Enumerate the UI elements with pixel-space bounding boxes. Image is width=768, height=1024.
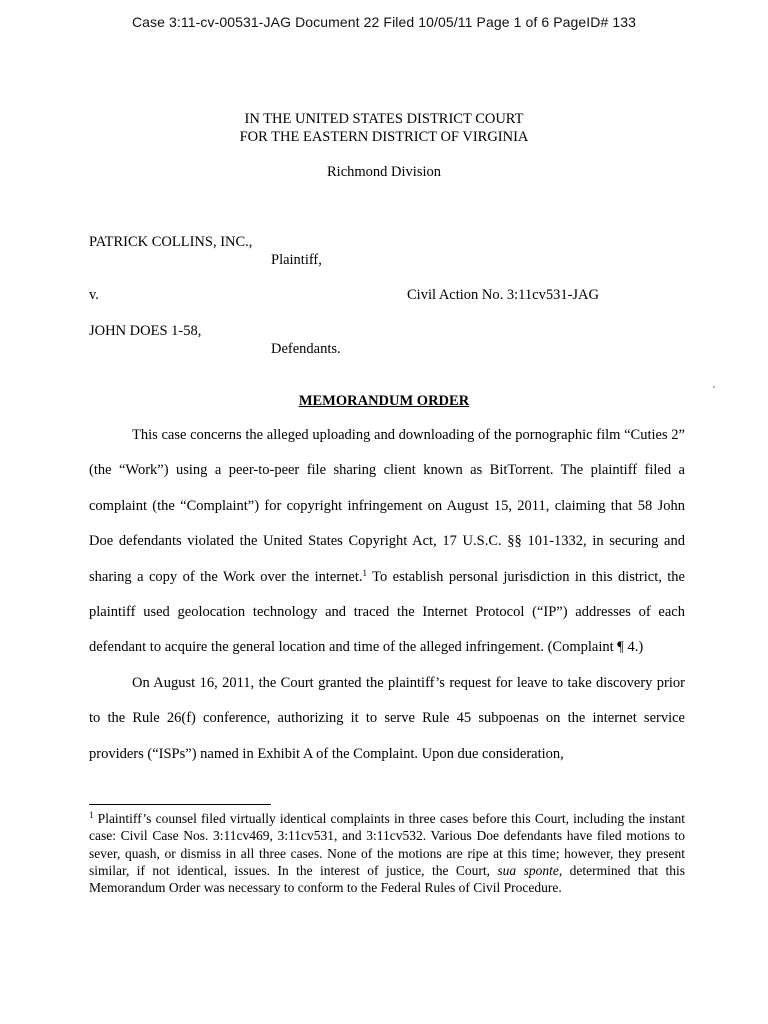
footnote-italic-term: sua sponte [497,862,559,878]
civil-action-number: Civil Action No. 3:11cv531-JAG [407,287,599,303]
court-division: Richmond Division [327,164,441,180]
memorandum-body [89,418,685,772]
versus: v. [89,287,99,303]
footnote-separator [89,804,271,805]
footnote-text: Plaintiff’s counsel filed virtually identical complaints in three cases before this Court, including the instant case: Civil Case Nos. 3:11cv469, 3:11cv531, and 3:11cv532. Various Doe defendants have filed motions to sever, quash, or dismiss in all three cases. None of the motions are ripe at this time; however, they present similar, if not identical, issues. In the interest of justice, the Court, [89,811,685,878]
footnote [89,810,685,896]
plaintiff-role: Plaintiff, [271,252,322,268]
document-title: MEMORANDUM ORDER [298,393,470,409]
court-name-line-1: IN THE UNITED STATES DISTRICT COURT [244,111,524,127]
court-name-line-2: FOR THE EASTERN DISTRICT OF VIRGINIA [239,129,529,145]
defendant-name: JOHN DOES 1-58, [89,323,202,339]
body-paragraph-1 [89,418,685,666]
ecf-header-stamp: Case 3:11-cv-00531-JAG Document 22 Filed 10/05/11 Page 1 of 6 PageID# 133 [131,14,637,30]
body-paragraph-1-text-continued: To establish personal jurisdiction in this district, the plaintiff used geolocation technology and traced the Internet Protocol (“IP”) addresses of each defendant to acquire the general location and time of the alleged infringement. (Complaint ¶ 4.) [89,568,685,656]
body-paragraph-1-text: This case concerns the alleged uploading and downloading of the pornographic film “Cuties 2” (the “Work”) using a peer-to-peer file sharing client known as BitTorrent. The plaintiff filed a complaint (the “Complaint”) for copyright infringement on August 15, 2011, claiming that 58 John Doe defendants violated the United States Copyright Act, 17 U.S.C. §§ 101-1332, in securing and sharing a copy of the Work over the internet. [89,427,685,585]
defendant-role: Defendants. [271,341,341,357]
footnote-reference-1: 1 [362,567,367,578]
body-paragraph-2: On August 16, 2011, the Court granted the plaintiff’s request for leave to take discovery prior to the Rule 26(f) conference, authorizing it to serve Rule 45 subpoenas on the internet service providers (“ISPs”) named in Exhibit A of the Complaint. Upon due consideration, [89,674,685,762]
plaintiff-name: PATRICK COLLINS, INC., [89,234,253,250]
scan-speck [713,386,715,388]
footnote-number: 1 [89,810,94,820]
footnote-text-end: , determined that this Memorandum Order was necessary to conform to the Federal Rules of Civil Procedure. [89,862,685,896]
